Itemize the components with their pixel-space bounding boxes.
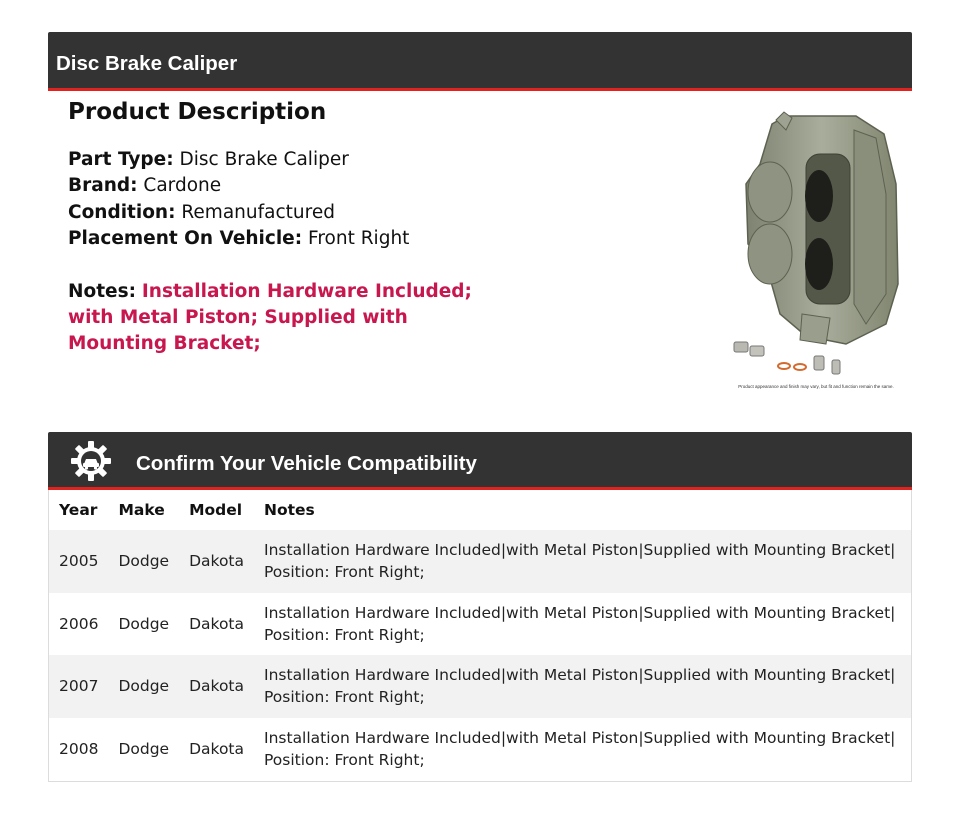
cell-notes: Installation Hardware Included|with Metal Piston|Supplied with Mounting Bracket| Position: Front Right;	[264, 728, 896, 769]
spec-value: Front Right	[308, 228, 410, 250]
cell-year: 2007	[49, 655, 108, 718]
cell-model: Dakota	[189, 614, 245, 633]
table-row	[49, 655, 911, 718]
cell-year: 2005	[49, 530, 108, 593]
product-notes	[68, 279, 498, 358]
cell-make: Dodge	[118, 739, 170, 758]
spec-label: Condition:	[68, 201, 176, 223]
product-title: Disc Brake Caliper	[56, 52, 238, 75]
cell-make: Dodge	[108, 530, 179, 593]
cell-year: 2008	[59, 739, 99, 758]
cell-notes: Installation Hardware Included|with Metal Piston|Supplied with Mounting Bracket| Position: Front Right;	[254, 655, 911, 718]
column-header-year: Year	[59, 501, 98, 519]
spec-part-type	[68, 147, 498, 173]
cell-model: Dakota	[179, 530, 254, 593]
cell-make: Dodge	[108, 655, 179, 718]
spec-label: Brand:	[68, 175, 138, 197]
compatibility-title: Confirm Your Vehicle Compatibility	[136, 452, 477, 475]
spec-value: Disc Brake Caliper	[179, 149, 349, 170]
cell-model: Dakota	[179, 655, 254, 718]
cell-make: Dodge	[118, 614, 170, 633]
table-row	[49, 593, 911, 656]
spec-value: Remanufactured	[181, 201, 335, 223]
column-header-make: Make	[118, 501, 165, 519]
notes-label: Notes:	[68, 280, 136, 302]
caliper-illustration	[726, 104, 906, 384]
spec-brand	[68, 173, 498, 199]
column-header-model: Model	[189, 501, 243, 519]
table-header-row	[49, 490, 911, 530]
compatibility-bar	[48, 432, 912, 490]
cell-model: Dakota	[189, 739, 245, 758]
product-description	[68, 97, 498, 358]
description-heading: Product Description	[68, 99, 327, 125]
spec-value: Cardone	[143, 175, 222, 197]
cell-year: 2006	[59, 614, 99, 633]
image-caption: Product appearance and finish may vary, but fit and function remain the same.	[738, 384, 894, 389]
compatibility-table	[48, 490, 912, 782]
gear-car-icon	[70, 440, 112, 482]
cell-notes: Installation Hardware Included|with Metal Piston|Supplied with Mounting Bracket| Position: Front Right;	[254, 530, 911, 593]
table-row	[49, 718, 911, 781]
notes-value: Installation Hardware Included; with Metal Piston; Supplied with Mounting Bracket;	[68, 280, 472, 355]
spec-placement	[68, 226, 498, 252]
spec-condition	[68, 200, 498, 226]
column-header-notes: Notes	[264, 501, 315, 519]
table-row	[49, 530, 911, 593]
spec-label: Part Type:	[68, 149, 174, 170]
product-title-bar	[48, 32, 912, 91]
cell-notes: Installation Hardware Included|with Metal Piston|Supplied with Mounting Bracket| Position: Front Right;	[264, 603, 896, 644]
spec-label: Placement On Vehicle:	[68, 228, 303, 250]
brake-caliper-photo	[726, 104, 906, 396]
